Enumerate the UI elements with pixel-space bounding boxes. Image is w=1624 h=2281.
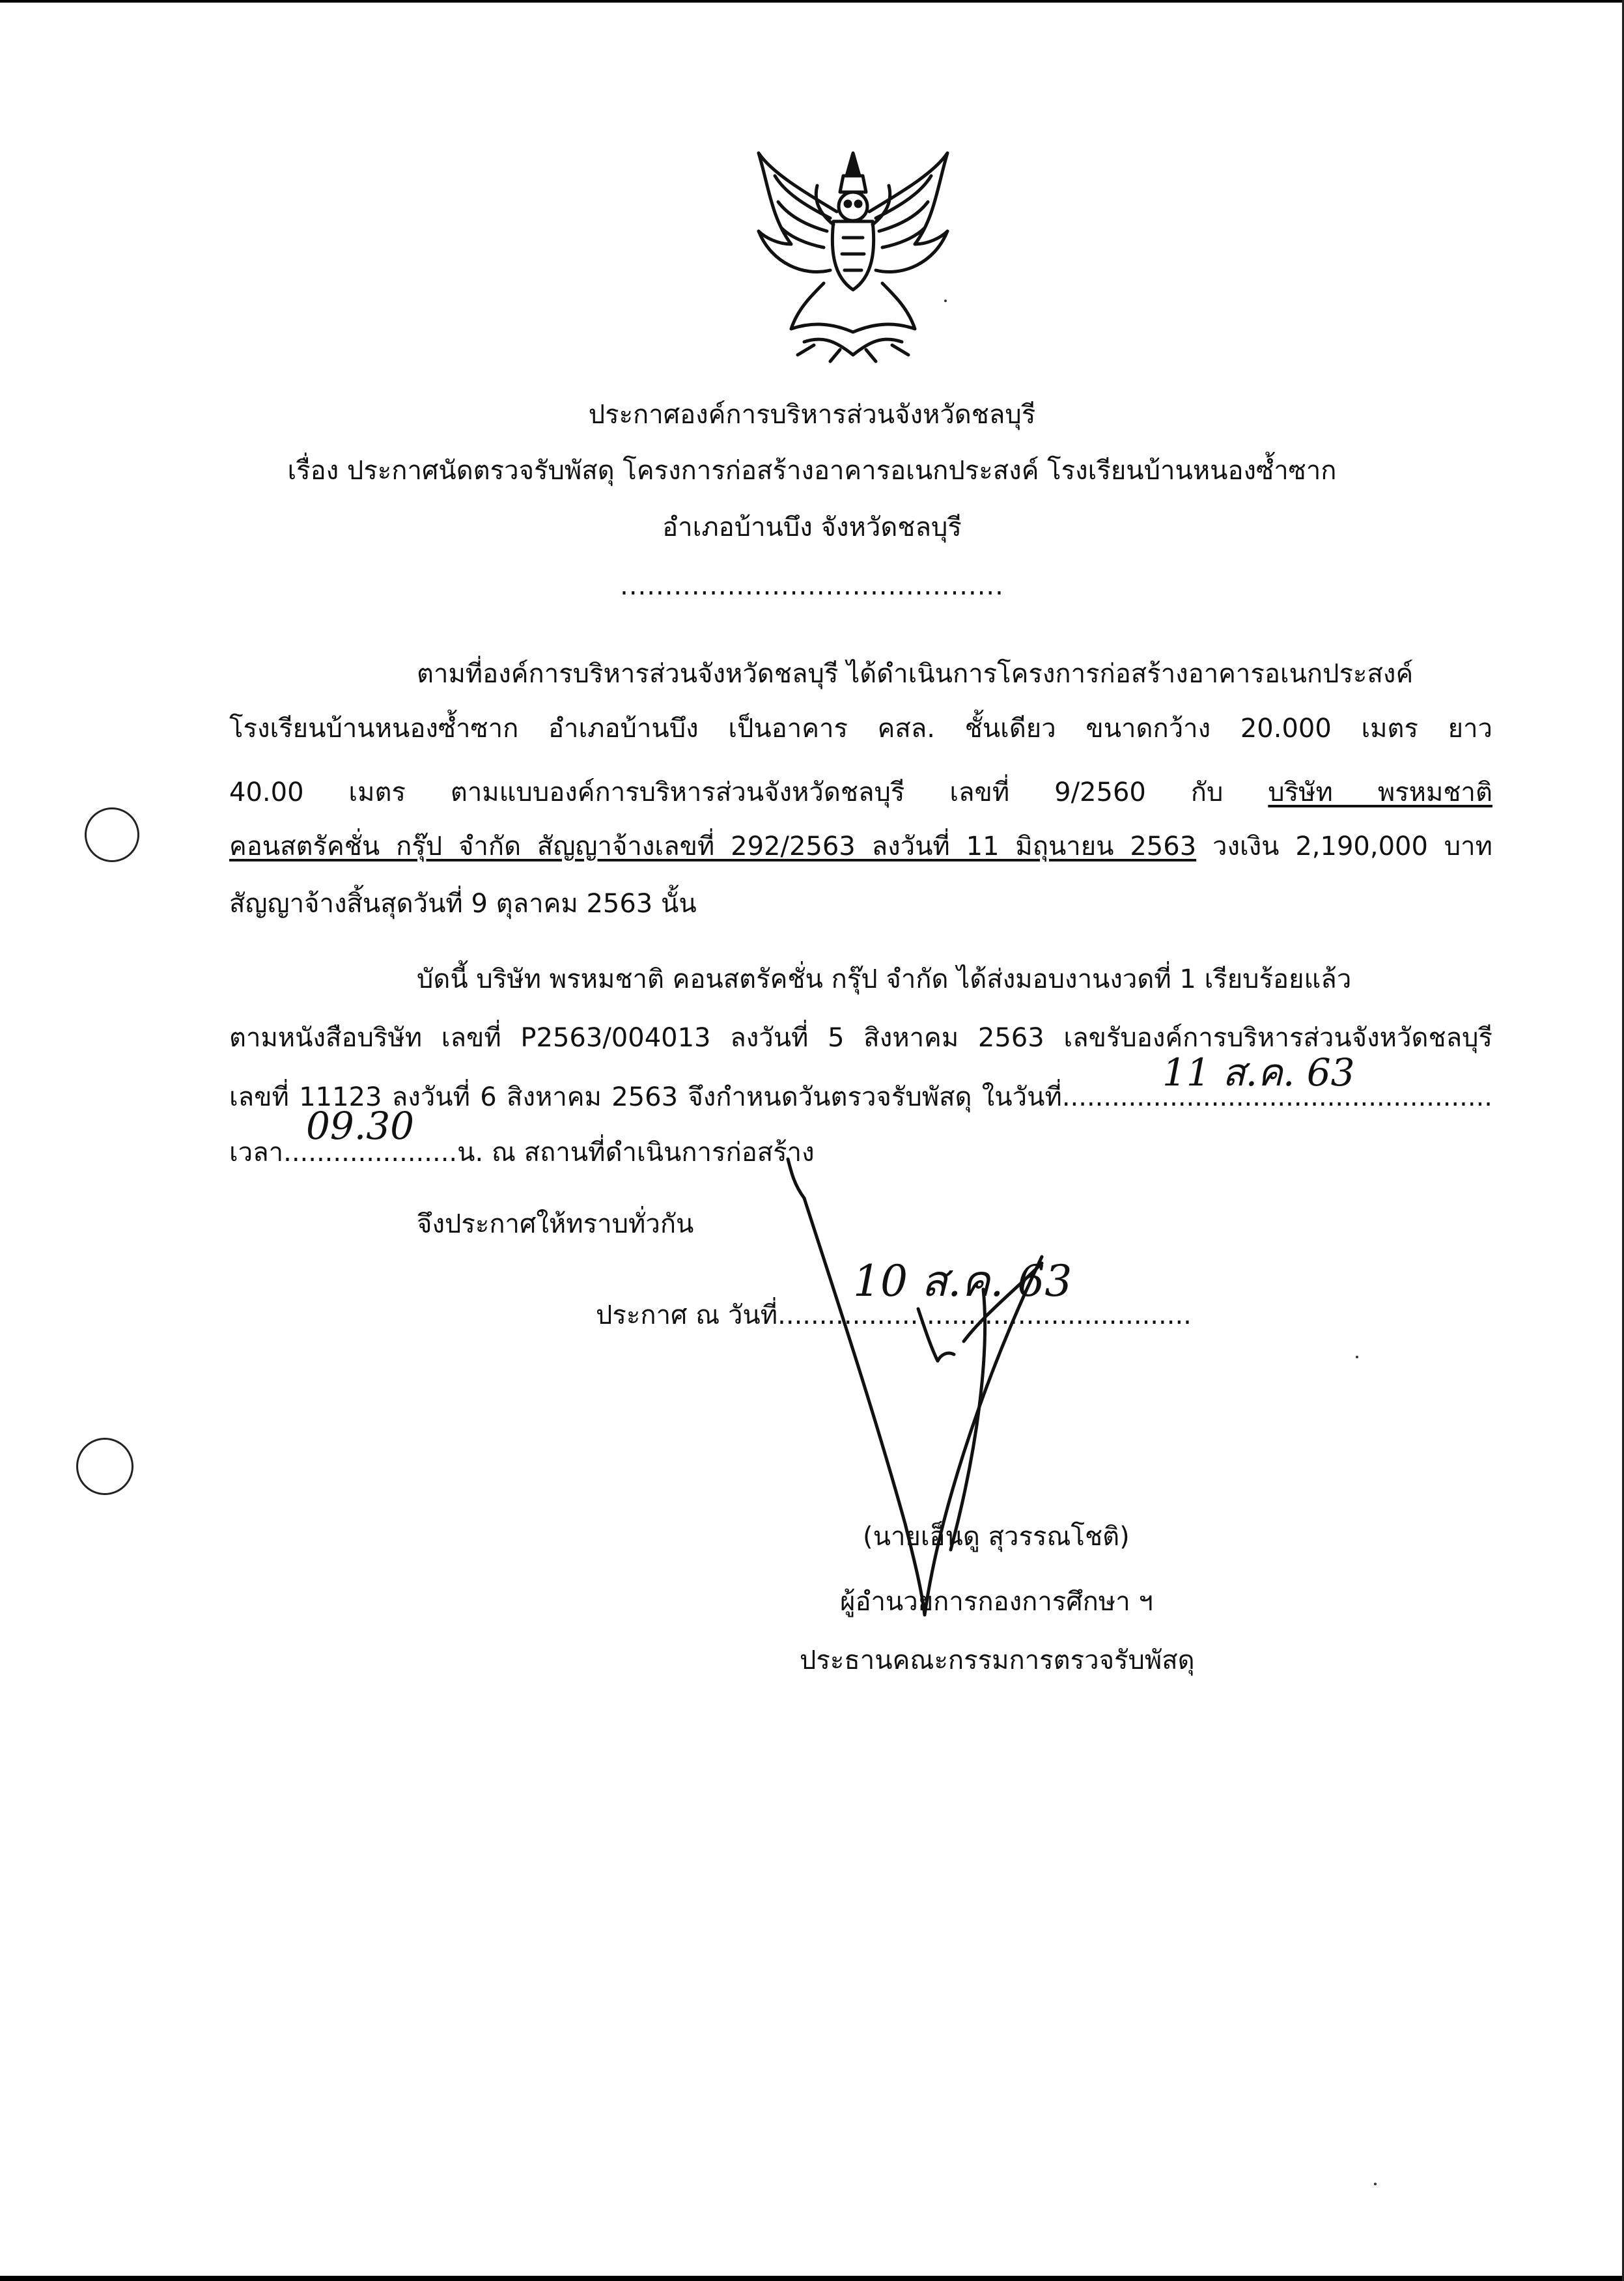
signatory-role: ประธานคณะกรรมการตรวจรับพัสดุ [800, 1645, 1195, 1675]
document-title: ประกาศองค์การบริหารส่วนจังหวัดชลบุรี [588, 400, 1036, 430]
punch-hole-top [85, 807, 139, 862]
scan-speck [944, 300, 947, 302]
p2-line1: บัดนี้ บริษัท พรหมชาติ คอนสตรัคชั่น กรุ๊ป จำกัด ได้ส่งมอบงานงวดที่ 1 เรียบร้อยแล้ว [417, 964, 1352, 994]
p1-line3-company: บริษัท พรหมชาติ [1268, 777, 1492, 807]
handwritten-inspection-time: 09.30 [306, 1104, 415, 1148]
document-district: อำเภอบ้านบึง จังหวัดชลบุรี [662, 512, 962, 542]
garuda-emblem-icon [752, 147, 954, 368]
p1-line4-contract: คอนสตรัคชั่น กรุ๊ป จำกัด สัญญาจ้างเลขที่ 292/2563 ลงวันที่ 11 มิถุนายน 2563 [229, 832, 1197, 861]
p1-line4 [229, 827, 1492, 866]
document-subject: เรื่อง ประกาศนัดตรวจรับพัสดุ โครงการก่อสร้างอาคารอเนกประสงค์ โรงเรียนบ้านหนองซ้ำซาก [287, 456, 1337, 486]
signature-icon [768, 1159, 1159, 1628]
signatory-name: (นายเอ็นดู สุวรรณโชติ) [863, 1522, 1130, 1552]
p1-line3-text: 40.00 เมตร ตามแบบองค์การบริหารส่วนจังหวัดชลบุรี เลขที่ 9/2560 กับ [229, 777, 1268, 807]
p2-line4: เวลา.....................น. ณ สถานที่ดำเนินการก่อสร้าง [229, 1138, 815, 1168]
title-divider: ........................................... [620, 571, 1004, 601]
handwritten-inspection-date: 11 ส.ค. 63 [1162, 1050, 1355, 1095]
signatory-position: ผู้อำนวยการกองการศึกษา ฯ [840, 1587, 1153, 1617]
p1-line3 [229, 773, 1492, 812]
p1-line2: โรงเรียนบ้านหนองซ้ำซาก อำเภอบ้านบึง เป็นอาคาร คสล. ชั้นเดียว ขนาดกว้าง 20.000 เมตร ยาว [229, 714, 1492, 744]
punch-hole-bottom [76, 1438, 133, 1495]
announce-date-line: ประกาศ ณ วันที่.................................................. [596, 1300, 1192, 1330]
scan-speck [1374, 2183, 1377, 2185]
p1-line1: ตามที่องค์การบริหารส่วนจังหวัดชลบุรี ได้ดำเนินการโครงการก่อสร้างอาคารอเนกประสงค์ [417, 659, 1414, 689]
p2-line3: เลขที่ 11123 ลงวันที่ 6 สิงหาคม 2563 จึงกำหนดวันตรวจรับพัสดุ ในวันที่.................................................... [229, 1082, 1492, 1112]
p2-line2: ตามหนังสือบริษัท เลขที่ P2563/004013 ลงวันที่ 5 สิงหาคม 2563 เลขรับองค์การบริหารส่วนจังหวัดชลบุรี [229, 1023, 1492, 1053]
handwritten-announce-date: 10 ส.ค. 63 [853, 1256, 1072, 1306]
p3-closing: จึงประกาศให้ทราบทั่วกัน [417, 1209, 694, 1239]
p1-line4-amount: วงเงิน 2,190,000 บาท [1196, 832, 1492, 861]
scan-speck [1356, 1356, 1358, 1358]
p1-line5: สัญญาจ้างสิ้นสุดวันที่ 9 ตุลาคม 2563 นั้น [229, 889, 697, 919]
